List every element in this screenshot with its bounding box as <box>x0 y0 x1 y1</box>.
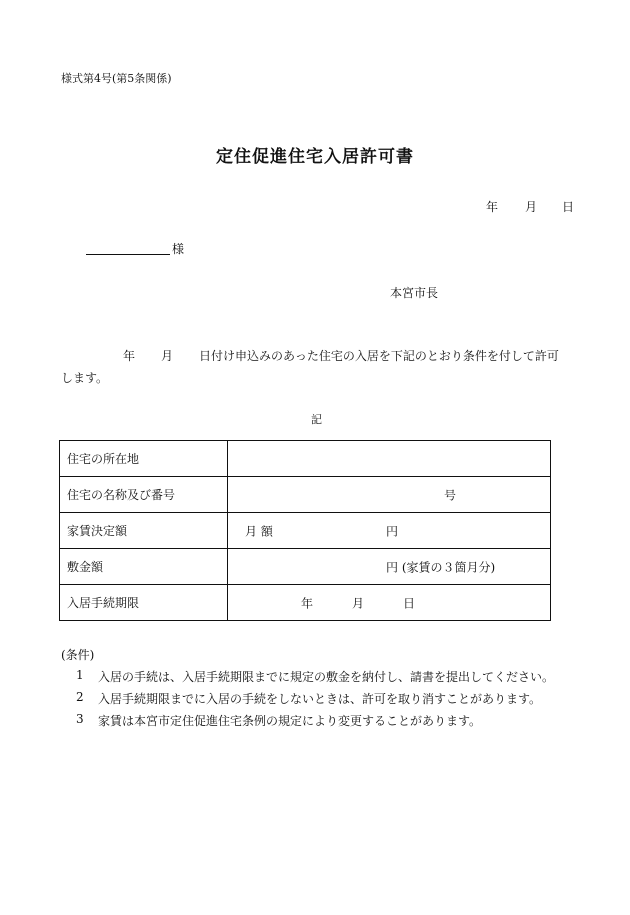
issue-date-month: 月 <box>525 200 538 214</box>
table-row <box>60 513 551 549</box>
table-row <box>60 477 551 513</box>
row-label: 家賃決定額 <box>60 513 228 549</box>
row-label: 敷金額 <box>60 549 228 585</box>
deposit-cell <box>228 549 551 585</box>
deadline-month: 月 <box>352 596 365 610</box>
issue-date-year: 年 <box>486 200 499 214</box>
address-value-cell <box>228 441 551 477</box>
conditions-heading: (条件) <box>61 648 95 662</box>
deposit-value: 円 (家賃の３箇月分) <box>386 560 496 574</box>
issuer-name: 本宮市長 <box>390 286 439 300</box>
row-label: 住宅の名称及び番号 <box>60 477 228 513</box>
table-row <box>60 585 551 621</box>
application-date-month: 月 <box>161 349 174 363</box>
application-date-year: 年 <box>123 349 136 363</box>
statement-line-1: 日付け申込みのあった住宅の入居を下記のとおり条件を付して許可 <box>199 349 559 363</box>
deadline-year: 年 <box>301 596 314 610</box>
condition-number: 3 <box>76 712 84 726</box>
row-label: 住宅の所在地 <box>60 441 228 477</box>
rent-cell <box>228 513 551 549</box>
document-title: 定住促進住宅入居許可書 <box>216 147 414 167</box>
ki-label: 記 <box>311 413 322 426</box>
deadline-cell <box>228 585 551 621</box>
recipient-honorific: 様 <box>172 242 185 256</box>
recipient-name-line <box>86 254 170 255</box>
housing-info-table <box>59 440 551 621</box>
table-row <box>60 549 551 585</box>
issue-date-day: 日 <box>562 200 575 214</box>
housing-name-cell <box>228 477 551 513</box>
housing-number-unit: 号 <box>444 488 457 502</box>
table-row <box>60 441 551 477</box>
condition-text: 家賃は本宮市定住促進住宅条例の規定により変更することがあります。 <box>98 714 482 728</box>
condition-text: 入居の手続は、入居手続期限までに規定の敷金を納付し、請書を提出してください。 <box>98 670 555 684</box>
deadline-day: 日 <box>403 596 416 610</box>
condition-number: 1 <box>76 668 84 682</box>
condition-number: 2 <box>76 690 84 704</box>
condition-text: 入居手続期限までに入居の手続をしないときは、許可を取り消すことがあります。 <box>98 692 542 706</box>
form-number: 様式第4号(第5条関係) <box>61 72 172 85</box>
statement-line-2: します。 <box>61 371 109 385</box>
rent-yen-unit: 円 <box>386 524 399 538</box>
row-label: 入居手続期限 <box>60 585 228 621</box>
rent-monthly-label: 月 額 <box>245 524 273 538</box>
